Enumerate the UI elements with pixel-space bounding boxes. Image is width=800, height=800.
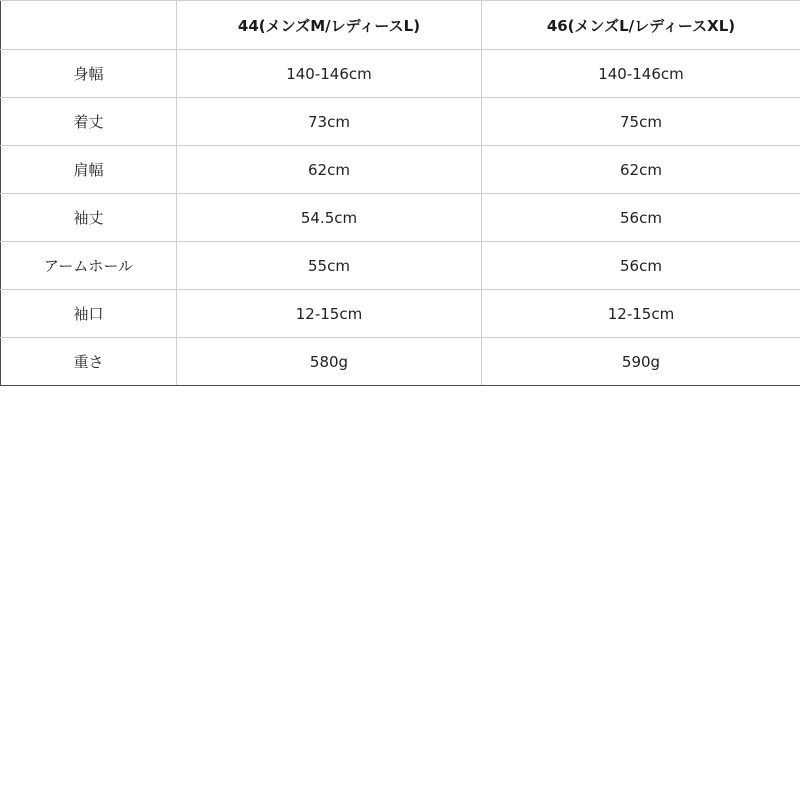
size-44-value: 55cm — [177, 242, 482, 290]
size-chart-table — [0, 0, 800, 386]
row-label: 肩幅 — [1, 146, 177, 194]
table-row — [1, 50, 800, 98]
size-44-value: 73cm — [177, 98, 482, 146]
size-44-value: 54.5cm — [177, 194, 482, 242]
row-label: 着丈 — [1, 98, 177, 146]
header-corner-cell — [1, 1, 177, 50]
size-46-value: 590g — [482, 338, 800, 386]
row-label: 身幅 — [1, 50, 177, 98]
size-46-value: 75cm — [482, 98, 800, 146]
size-46-value: 12-15cm — [482, 290, 800, 338]
row-label: 重さ — [1, 338, 177, 386]
row-label: 袖丈 — [1, 194, 177, 242]
table-row — [1, 98, 800, 146]
table-header-row — [1, 1, 800, 50]
size-46-value: 62cm — [482, 146, 800, 194]
table-row — [1, 194, 800, 242]
size-46-value: 140-146cm — [482, 50, 800, 98]
size-44-value: 580g — [177, 338, 482, 386]
size-44-value: 62cm — [177, 146, 482, 194]
table-row — [1, 146, 800, 194]
size-44-value: 140-146cm — [177, 50, 482, 98]
table-row — [1, 338, 800, 386]
header-size-46: 46(メンズL/レディースXL) — [482, 1, 800, 50]
size-46-value: 56cm — [482, 194, 800, 242]
header-size-44: 44(メンズM/レディースL) — [177, 1, 482, 50]
row-label: アームホール — [1, 242, 177, 290]
table-row — [1, 242, 800, 290]
row-label: 袖口 — [1, 290, 177, 338]
table-row — [1, 290, 800, 338]
size-44-value: 12-15cm — [177, 290, 482, 338]
size-46-value: 56cm — [482, 242, 800, 290]
